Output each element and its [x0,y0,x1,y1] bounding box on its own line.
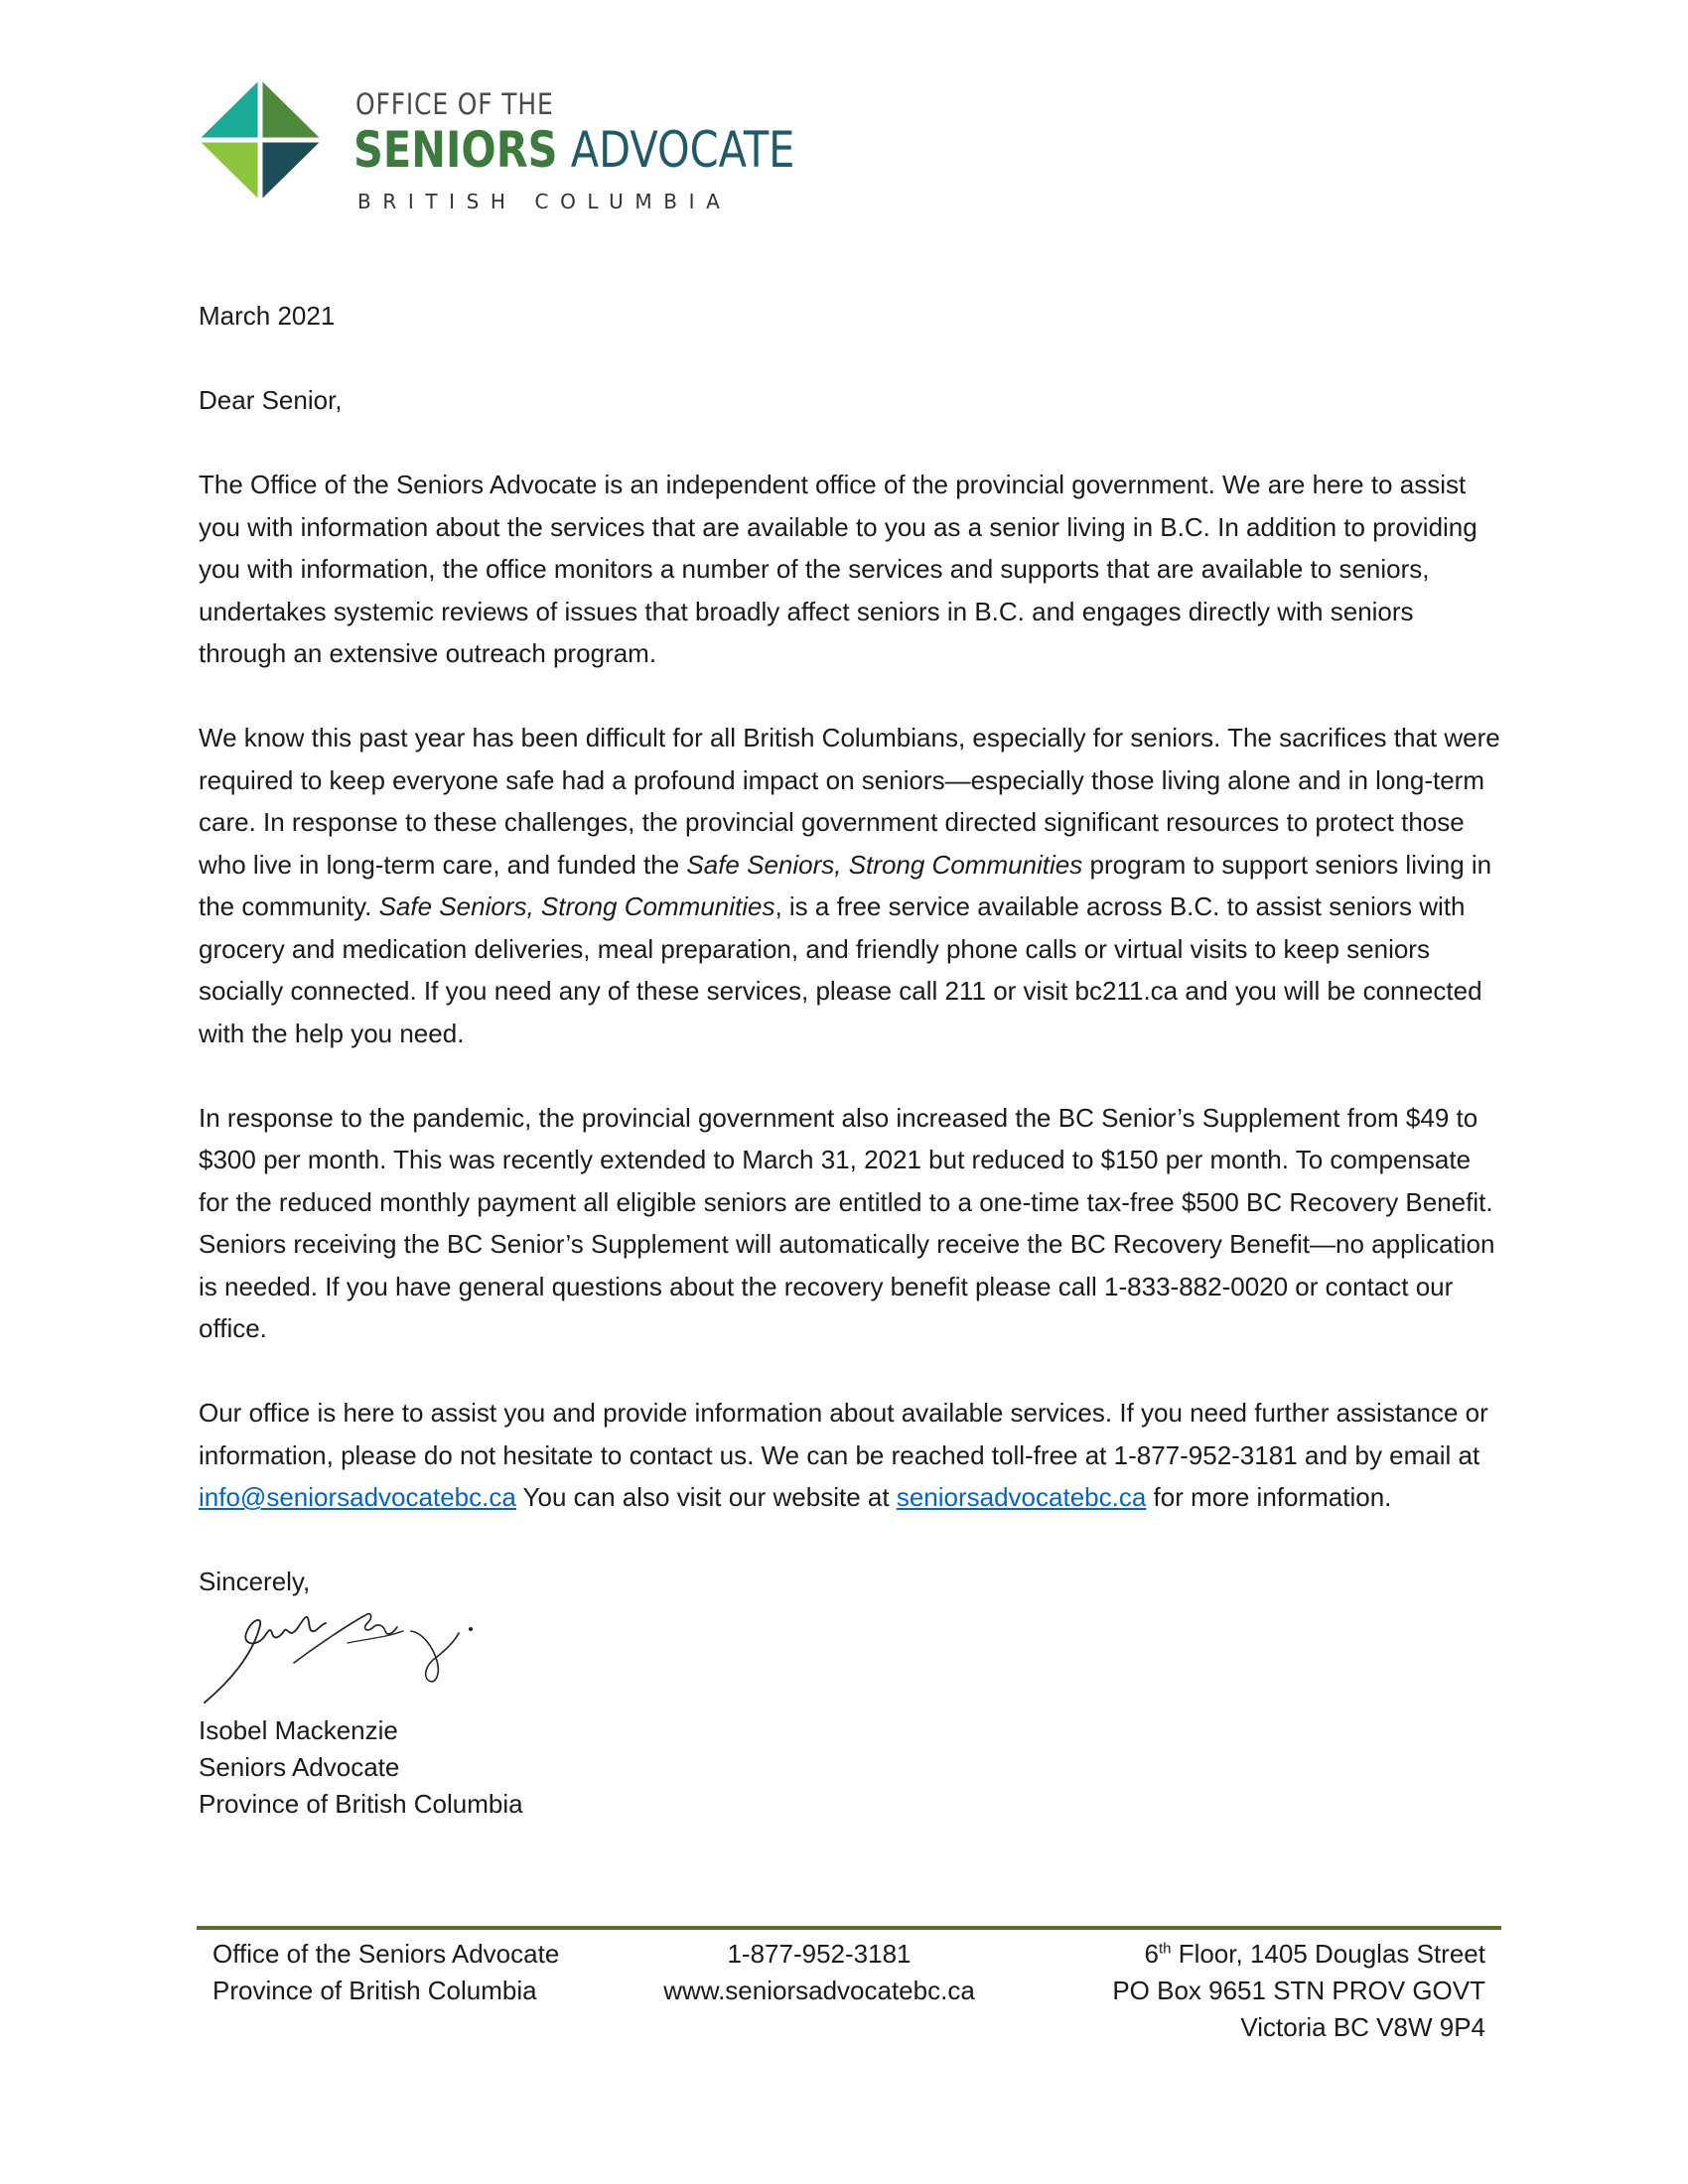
letterhead-logo [197,77,795,226]
logo-text-seniors-advocate [353,121,795,179]
logo-bottom-left-facet [199,140,260,201]
paragraph-intro: The Office of the Seniors Advocate is an independent office of the provincial government. We are here to assist you with information about the services that are available to you as a senior living in B.C. In addition to providing you with information, the office monitors a number of the services and supports that are available to seniors, undertakes systemic reviews of issues that broadly affect seniors in B.C. and engages directly with seniors through an extensive outreach program. [199,470,1477,668]
program-name-italic-2: Safe Seniors, Strong Communities [378,891,775,921]
paragraph-contact-text-2: You can also visit our website at [515,1482,897,1512]
footer-floor-suffix: th [1158,1940,1172,1958]
footer-street-address [1092,1936,1485,1973]
letter-closing: Sincerely, [199,1567,311,1596]
footer-po-box: PO Box 9651 STN PROV GOVT [1112,1976,1485,2005]
letter-date: March 2021 [199,301,336,331]
logo-text-seniors: SENIORS [353,121,558,179]
email-link[interactable]: info@seniorsadvocatebc.ca [199,1482,516,1512]
footer-phone: 1-877-952-3181 [727,1939,912,1969]
seniors-advocate-logo-icon [197,77,324,203]
paragraph-safe-seniors-text-1: We know this past year has been difficult for all British Columbians, especially for seniors. The sacrifices that were required to keep everyone safe had a profound impact on seniors—especially those living alone and in long-term care. In response to these challenges, the provincial government directed significant resources to protect those who live in long-term care, and funded the [199,723,1500,880]
paragraph-contact [199,1392,1507,1519]
website-link[interactable]: seniorsadvocatebc.ca [896,1482,1147,1512]
logo-top-right-facet [260,79,322,140]
footer-street: Floor, 1405 Douglas Street [1171,1939,1485,1969]
letter-body [199,295,1507,1823]
letter-salutation: Dear Senior, [199,385,343,415]
logo-text-advocate: ADVOCATE [570,121,795,179]
logo-text-office-of-the: OFFICE OF THE [355,87,554,121]
footer-province: Province of British Columbia [212,1976,537,2005]
footer-floor-number: 6 [1144,1939,1159,1969]
signer-organization: Province of British Columbia [199,1788,523,1819]
paragraph-safe-seniors [199,717,1507,1054]
paragraph-supplement: In response to the pandemic, the provincial government also increased the BC Senior’s Supplement from $49 to $300 per month. This was recently extended to March 31, 2021 but reduced to $150 per month. To compensate for the reduced monthly payment all eligible seniors are entitled to a one-time tax-free $500 BC Recovery Benefit. Seniors receiving the BC Senior’s Supplement will automatically receive the BC Recovery Benefit—no application is needed. If you have general questions about the recovery benefit please call 1-833-882-0020 or contact our office. [199,1102,1495,1343]
signer-title: Seniors Advocate [199,1751,400,1782]
footer-center-column [645,1936,993,2009]
footer-office-name: Office of the Seniors Advocate [212,1939,560,1969]
footer-right-column [1092,1936,1485,2046]
footer-left-column [212,1936,559,2009]
logo-text-british-columbia: BRITISH COLUMBIA [357,190,732,213]
paragraph-safe-seniors-text-2: program to support seniors living in the community. [199,849,1492,921]
footer-city-postal: Victoria BC V8W 9P4 [1240,2012,1485,2042]
paragraph-contact-text-1: Our office is here to assist you and provide information about available services. If you need further assistance or information, please do not hesitate to contact us. We can be reached toll-free at 1-877-952-3181 and by email at [199,1398,1488,1470]
program-name-italic-1: Safe Seniors, Strong Communities [686,849,1083,880]
signer-name: Isobel Mackenzie [199,1714,398,1745]
footer-website: www.seniorsadvocatebc.ca [663,1976,975,2005]
logo-top-left-facet [199,79,260,140]
logo-bottom-right-facet [260,140,322,201]
paragraph-contact-text-3: for more information. [1146,1482,1392,1512]
paragraph-safe-seniors-text-3: , is a free service available across B.C. to assist seniors with grocery and medication deliveries, meal preparation, and friendly phone calls or virtual visits to keep seniors socially connected. If you need any of these services, please call 211 or visit bc211.ca and you will be connected with the help you need. [199,891,1482,1048]
handwritten-signature [199,1603,487,1712]
footer-divider [197,1926,1501,1930]
